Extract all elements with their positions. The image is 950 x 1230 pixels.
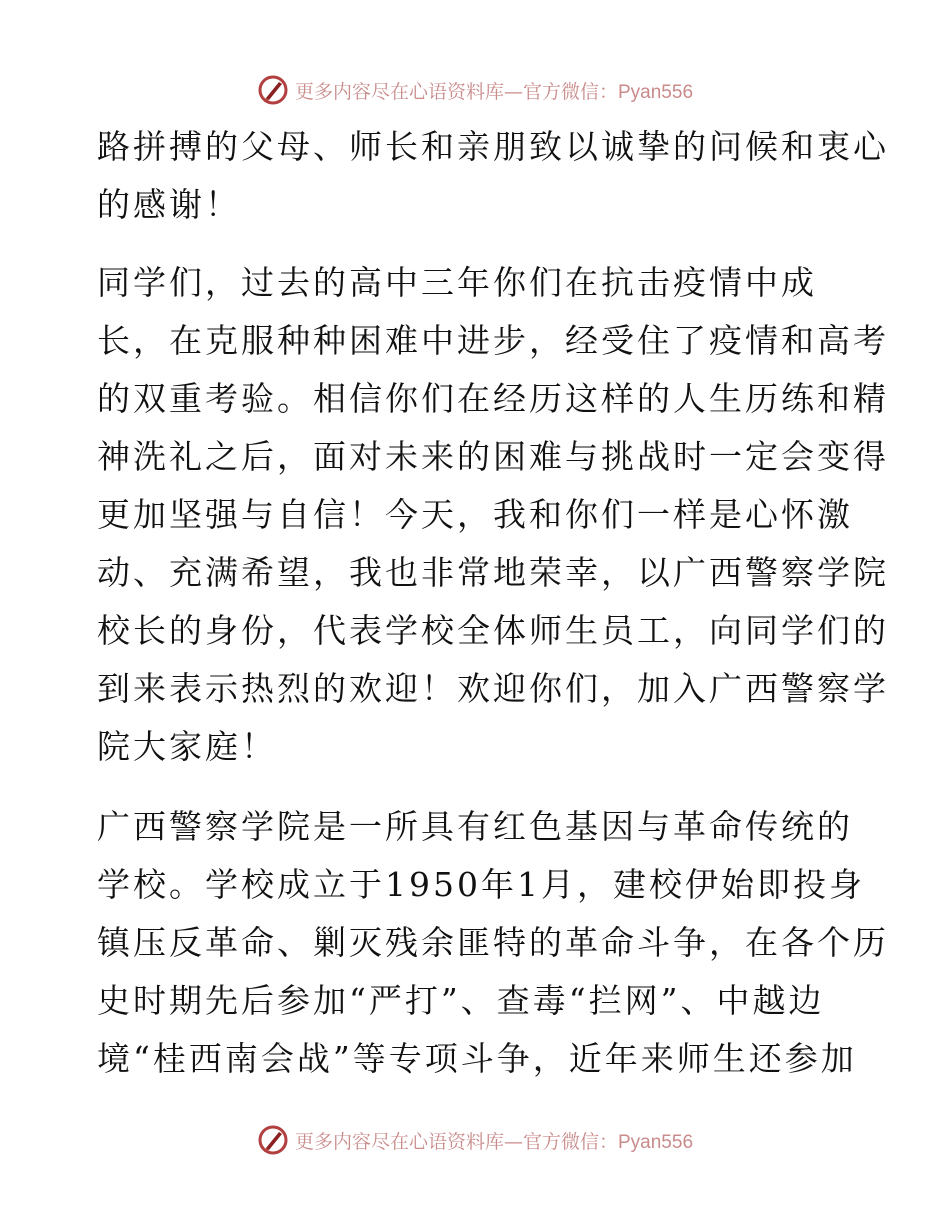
text-line: 长，在克服种种困难中进步，经受住了疫情和高考 bbox=[97, 321, 889, 360]
document-body bbox=[97, 118, 889, 1088]
banner-main-text: 更多内容尽在心语资料库 bbox=[294, 80, 504, 103]
text-line: 校长的身份，代表学校全体师生员工，向同学们的 bbox=[97, 611, 889, 650]
banner-main-text: 更多内容尽在心语资料库 bbox=[294, 1130, 504, 1153]
text-line: 路拼搏的父母、师长和亲朋致以诚挚的问候和衷心 bbox=[97, 127, 889, 166]
text-line: 史时期先后参加“严打”、查毒“拦网”、中越边 bbox=[97, 981, 825, 1020]
banner-dash: — bbox=[503, 80, 523, 103]
pen-circle-icon bbox=[257, 74, 289, 106]
banner-text bbox=[295, 1127, 693, 1154]
text-line: 更加坚强与自信！今天，我和你们一样是心怀激 bbox=[97, 495, 853, 534]
banner-wechat-id: Pyan556 bbox=[618, 1131, 694, 1153]
text-line: 到来表示热烈的欢迎！欢迎你们，加入广西警察学 bbox=[97, 669, 889, 708]
banner-suffix-text: 官方微信： bbox=[522, 80, 618, 103]
text-line: 广西警察学院是一所具有红色基因与革命传统的 bbox=[97, 807, 853, 846]
text-line: 的感谢！ bbox=[97, 185, 241, 224]
paragraph-1 bbox=[97, 118, 889, 234]
pen-circle-icon bbox=[257, 1124, 289, 1156]
text-line: 动、充满希望，我也非常地荣幸，以广西警察学院 bbox=[97, 553, 889, 592]
banner-wechat-id: Pyan556 bbox=[618, 81, 694, 103]
text-line: 同学们，过去的高中三年你们在抗击疫情中成 bbox=[97, 263, 817, 302]
footer-watermark-banner bbox=[0, 1120, 950, 1160]
text-line: 的双重考验。相信你们在经历这样的人生历练和精 bbox=[97, 379, 889, 418]
text-line: 神洗礼之后，面对未来的困难与挑战时一定会变得 bbox=[97, 437, 889, 476]
banner-dash: — bbox=[503, 1130, 523, 1153]
text-line: 学校。学校成立于1950年1月，建校伊始即投身 bbox=[97, 865, 865, 904]
banner-text bbox=[295, 77, 693, 104]
paragraph-3 bbox=[97, 798, 889, 1088]
text-line: 院大家庭！ bbox=[97, 727, 277, 766]
header-watermark-banner bbox=[0, 70, 950, 110]
text-line: 镇压反革命、剿灭残余匪特的革命斗争，在各个历 bbox=[97, 923, 889, 962]
paragraph-2 bbox=[97, 254, 889, 776]
banner-suffix-text: 官方微信： bbox=[522, 1130, 618, 1153]
text-line: 境“桂西南会战”等专项斗争，近年来师生还参加 bbox=[97, 1039, 857, 1078]
